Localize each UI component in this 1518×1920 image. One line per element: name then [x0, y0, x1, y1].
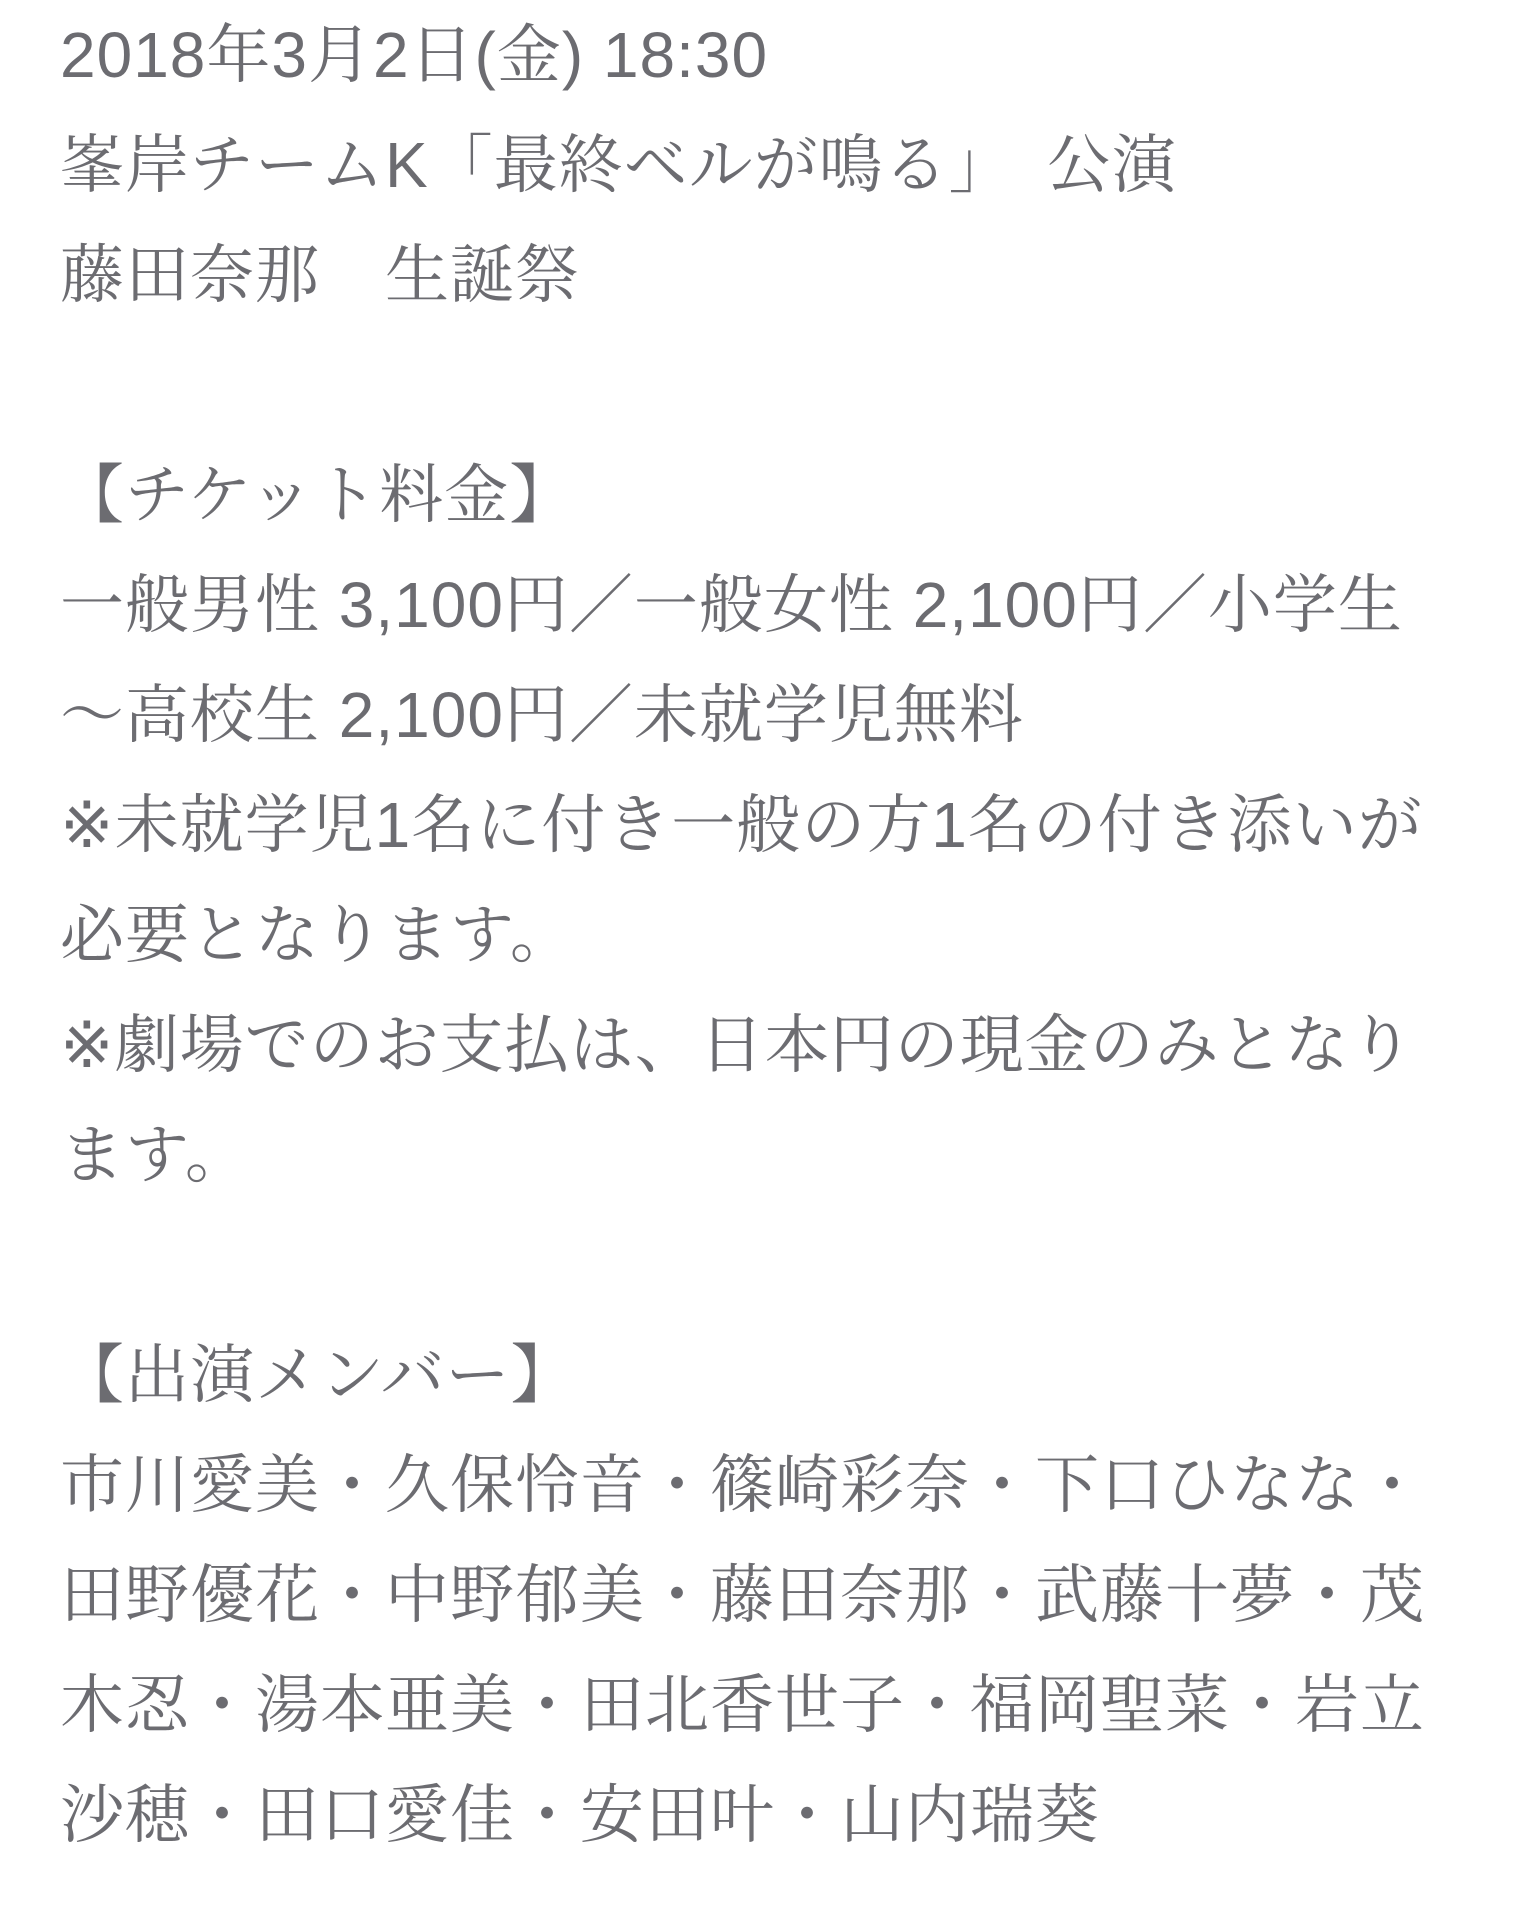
ticket-note-line: ※劇場でのお支払は、日本円の現金のみとなり — [60, 1009, 1415, 1081]
blank-line — [60, 1210, 1478, 1320]
event-performance-title: 峯岸チームK「最終ベルが鳴る」 公演 — [60, 129, 1177, 201]
ticket-note-line: 必要となります。 — [60, 899, 575, 971]
event-celebration: 藤田奈那 生誕祭 — [60, 239, 580, 311]
ticket-price-line: 一般男性 3,100円／一般女性 2,100円／小学生 — [60, 569, 1403, 641]
members-heading: 【出演メンバー】 — [60, 1339, 576, 1411]
members-line: 沙穂・田口愛佳・安田叶・山内瑞葵 — [60, 1779, 1100, 1851]
members-line: 田野優花・中野郁美・藤田奈那・武藤十夢・茂 — [60, 1559, 1425, 1631]
event-datetime: 2018年3月2日(金) 18:30 — [60, 19, 769, 91]
members-line: 木忍・湯本亜美・田北香世子・福岡聖菜・岩立 — [60, 1669, 1425, 1741]
members-line: 市川愛美・久保怜音・篠崎彩奈・下口ひなな・ — [60, 1449, 1425, 1521]
ticket-note-line: ※未就学児1名に付き一般の方1名の付き添いが — [60, 789, 1423, 861]
ticket-price-heading: 【チケット料金】 — [60, 459, 575, 531]
blank-line — [60, 330, 1478, 440]
ticket-note-line: ます。 — [60, 1119, 250, 1191]
ticket-price-line: ～高校生 2,100円／未就学児無料 — [60, 679, 1024, 751]
